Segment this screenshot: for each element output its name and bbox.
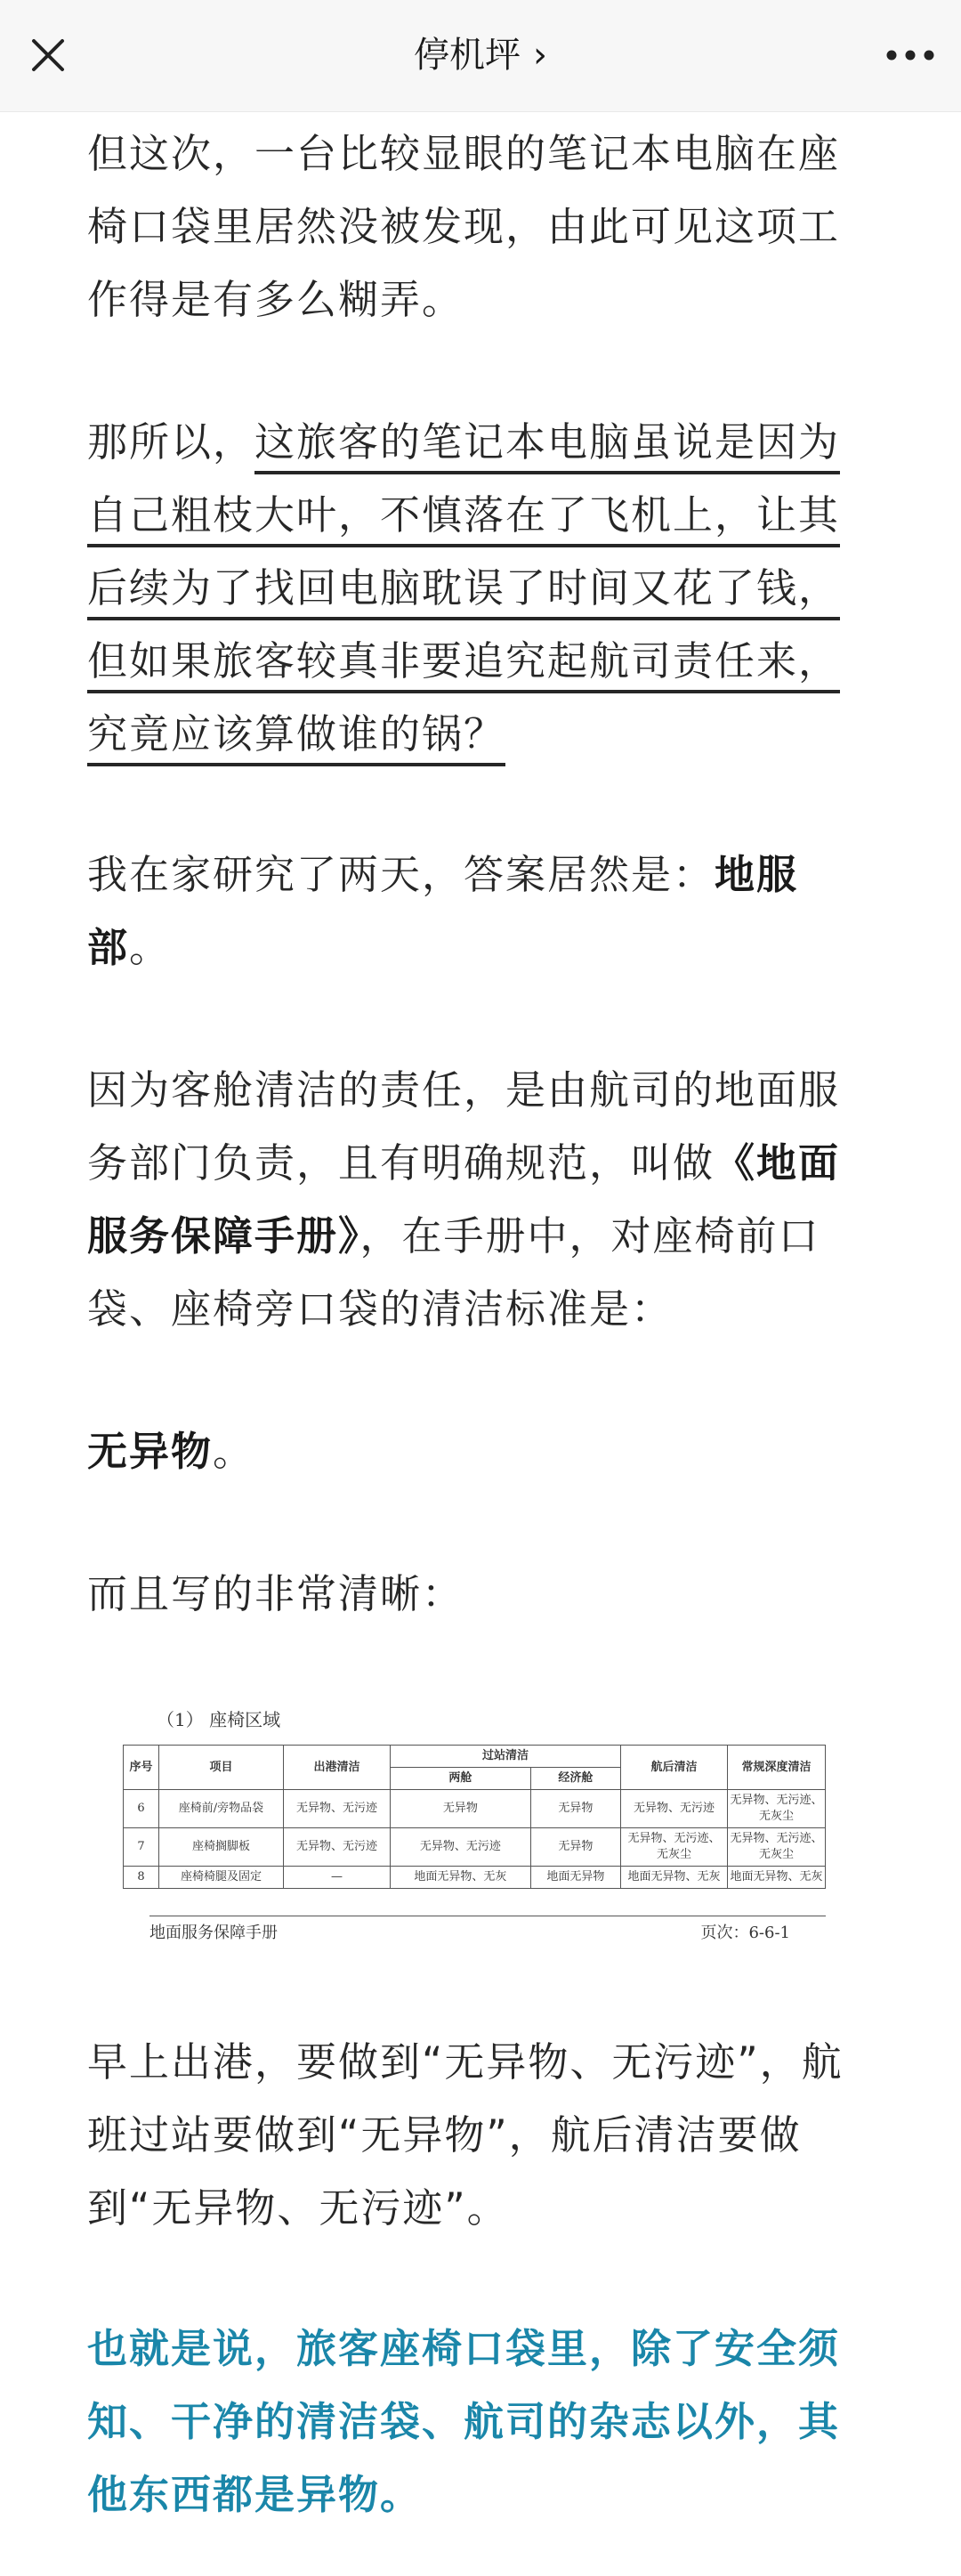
account-name-link[interactable]	[0, 30, 961, 80]
table-cell: —	[284, 1867, 391, 1889]
table-cell: 无异物	[530, 1790, 620, 1828]
header-transit-first: 两舱	[391, 1768, 531, 1790]
table-cell: 无异物、无污迹、无灰尘	[621, 1828, 728, 1867]
figure-caption: （1） 座椅区域	[157, 1709, 281, 1730]
paragraph-4	[87, 1054, 879, 1346]
paragraph-1: 但这次，一台比较显眼的笔记本电脑在座椅口袋里居然没被发现，由此可见这项工作得是有多么糊弄。	[87, 130, 841, 323]
underlined-line-5: 究竟应该算做谁的锅？	[87, 710, 505, 766]
table-cell: 无异物	[530, 1828, 620, 1867]
header-deep: 常规深度清洁	[728, 1746, 826, 1790]
header-seq: 序号	[124, 1746, 159, 1790]
table-cell: 地面无异物、无灰	[621, 1867, 728, 1889]
paragraph-6: 而且写的非常清晰：	[87, 1570, 464, 1617]
underlined-line-3: 后续为了找回电脑耽误了时间又花了钱，	[87, 564, 840, 620]
table-cell: 7	[124, 1828, 159, 1867]
manual-name: 地面服务保障手册	[149, 1924, 278, 1942]
header-post-flight: 航后清洁	[621, 1746, 728, 1790]
underlined-line-2: 自己粗枝大叶，不慎落在了飞机上，让其	[87, 491, 840, 547]
table-row	[124, 1828, 826, 1867]
paragraph-5-end: 。	[213, 1428, 255, 1475]
table-cell: 8	[124, 1867, 159, 1889]
account-name: 停机坪	[414, 35, 521, 76]
table-row	[124, 1790, 826, 1828]
paragraph-2	[87, 406, 906, 771]
paragraph-4-text: 因为客舱清洁的责任，是由航司的地面服务部门负责，且有明确规范，叫做	[87, 1066, 841, 1187]
table-cell: 地面无异物、无灰	[391, 1867, 531, 1889]
paragraph-3	[87, 838, 879, 984]
table-cell: 座椅椅腿及固定	[159, 1867, 284, 1889]
standard-highlight: 无异物	[87, 1428, 214, 1475]
more-icon	[879, 30, 941, 80]
table-cell: 地面无异物、无灰	[728, 1867, 826, 1889]
table-cell: 无异物、无污迹	[391, 1828, 531, 1867]
table-cell: 无异物、无污迹、无灰尘	[728, 1790, 826, 1828]
table-cell: 无异物、无污迹	[284, 1790, 391, 1828]
table-cell: 无异物、无污迹、无灰尘	[728, 1828, 826, 1867]
paragraph-5	[87, 1415, 879, 1488]
figure-footer	[149, 1916, 826, 1943]
regulation-table-image[interactable]	[87, 1698, 870, 1956]
table-cell: 无异物、无污迹	[284, 1828, 391, 1867]
table-cell: 座椅前/旁物品袋	[159, 1790, 284, 1828]
chevron-right-icon: ›	[533, 35, 547, 76]
table-cell: 6	[124, 1790, 159, 1828]
header-transit: 过站清洁	[391, 1746, 621, 1768]
cleaning-standard-table	[123, 1745, 826, 1889]
paragraph-7: 早上出港，要做到“无异物、无污迹”，航班过站要做到“无异物”，航后清洁要做到“无异物、无污迹”。	[87, 2038, 844, 2232]
header-transit-economy: 经济舱	[530, 1768, 620, 1790]
answer-highlight: 地服部	[87, 851, 799, 971]
page-number: 页次：6-6-1	[700, 1924, 790, 1942]
table-cell: 座椅搁脚板	[159, 1828, 284, 1867]
paragraph-3-end: 。	[129, 924, 172, 971]
top-bar	[0, 0, 961, 112]
table-cell: 无异物、无污迹	[621, 1790, 728, 1828]
manual-title: 《地面服务保障手册》	[87, 1139, 841, 1260]
table-cell: 无异物	[391, 1790, 531, 1828]
paragraph-2-prefix: 那所以，	[87, 418, 255, 466]
underlined-line-1: 这旅客的笔记本电脑虽说是因为	[254, 418, 840, 474]
table-cell: 地面无异物	[530, 1867, 620, 1889]
paragraph-4-rest: ，在手册中，对座椅前口袋、座椅旁口袋的清洁标准是：	[87, 1212, 820, 1333]
table-row	[124, 1867, 826, 1889]
header-departure: 出港清洁	[284, 1746, 391, 1790]
header-item: 项目	[159, 1746, 284, 1790]
more-button[interactable]	[879, 30, 941, 80]
paragraph-3-text: 我在家研究了两天，答案居然是：	[87, 851, 715, 898]
paragraph-8-highlight: 也就是说，旅客座椅口袋里，除了安全须知、干净的清洁袋、航司的杂志以外，其他东西都是异物。	[87, 2325, 841, 2518]
underlined-line-4: 但如果旅客较真非要追究起航司责任来，	[87, 637, 840, 693]
